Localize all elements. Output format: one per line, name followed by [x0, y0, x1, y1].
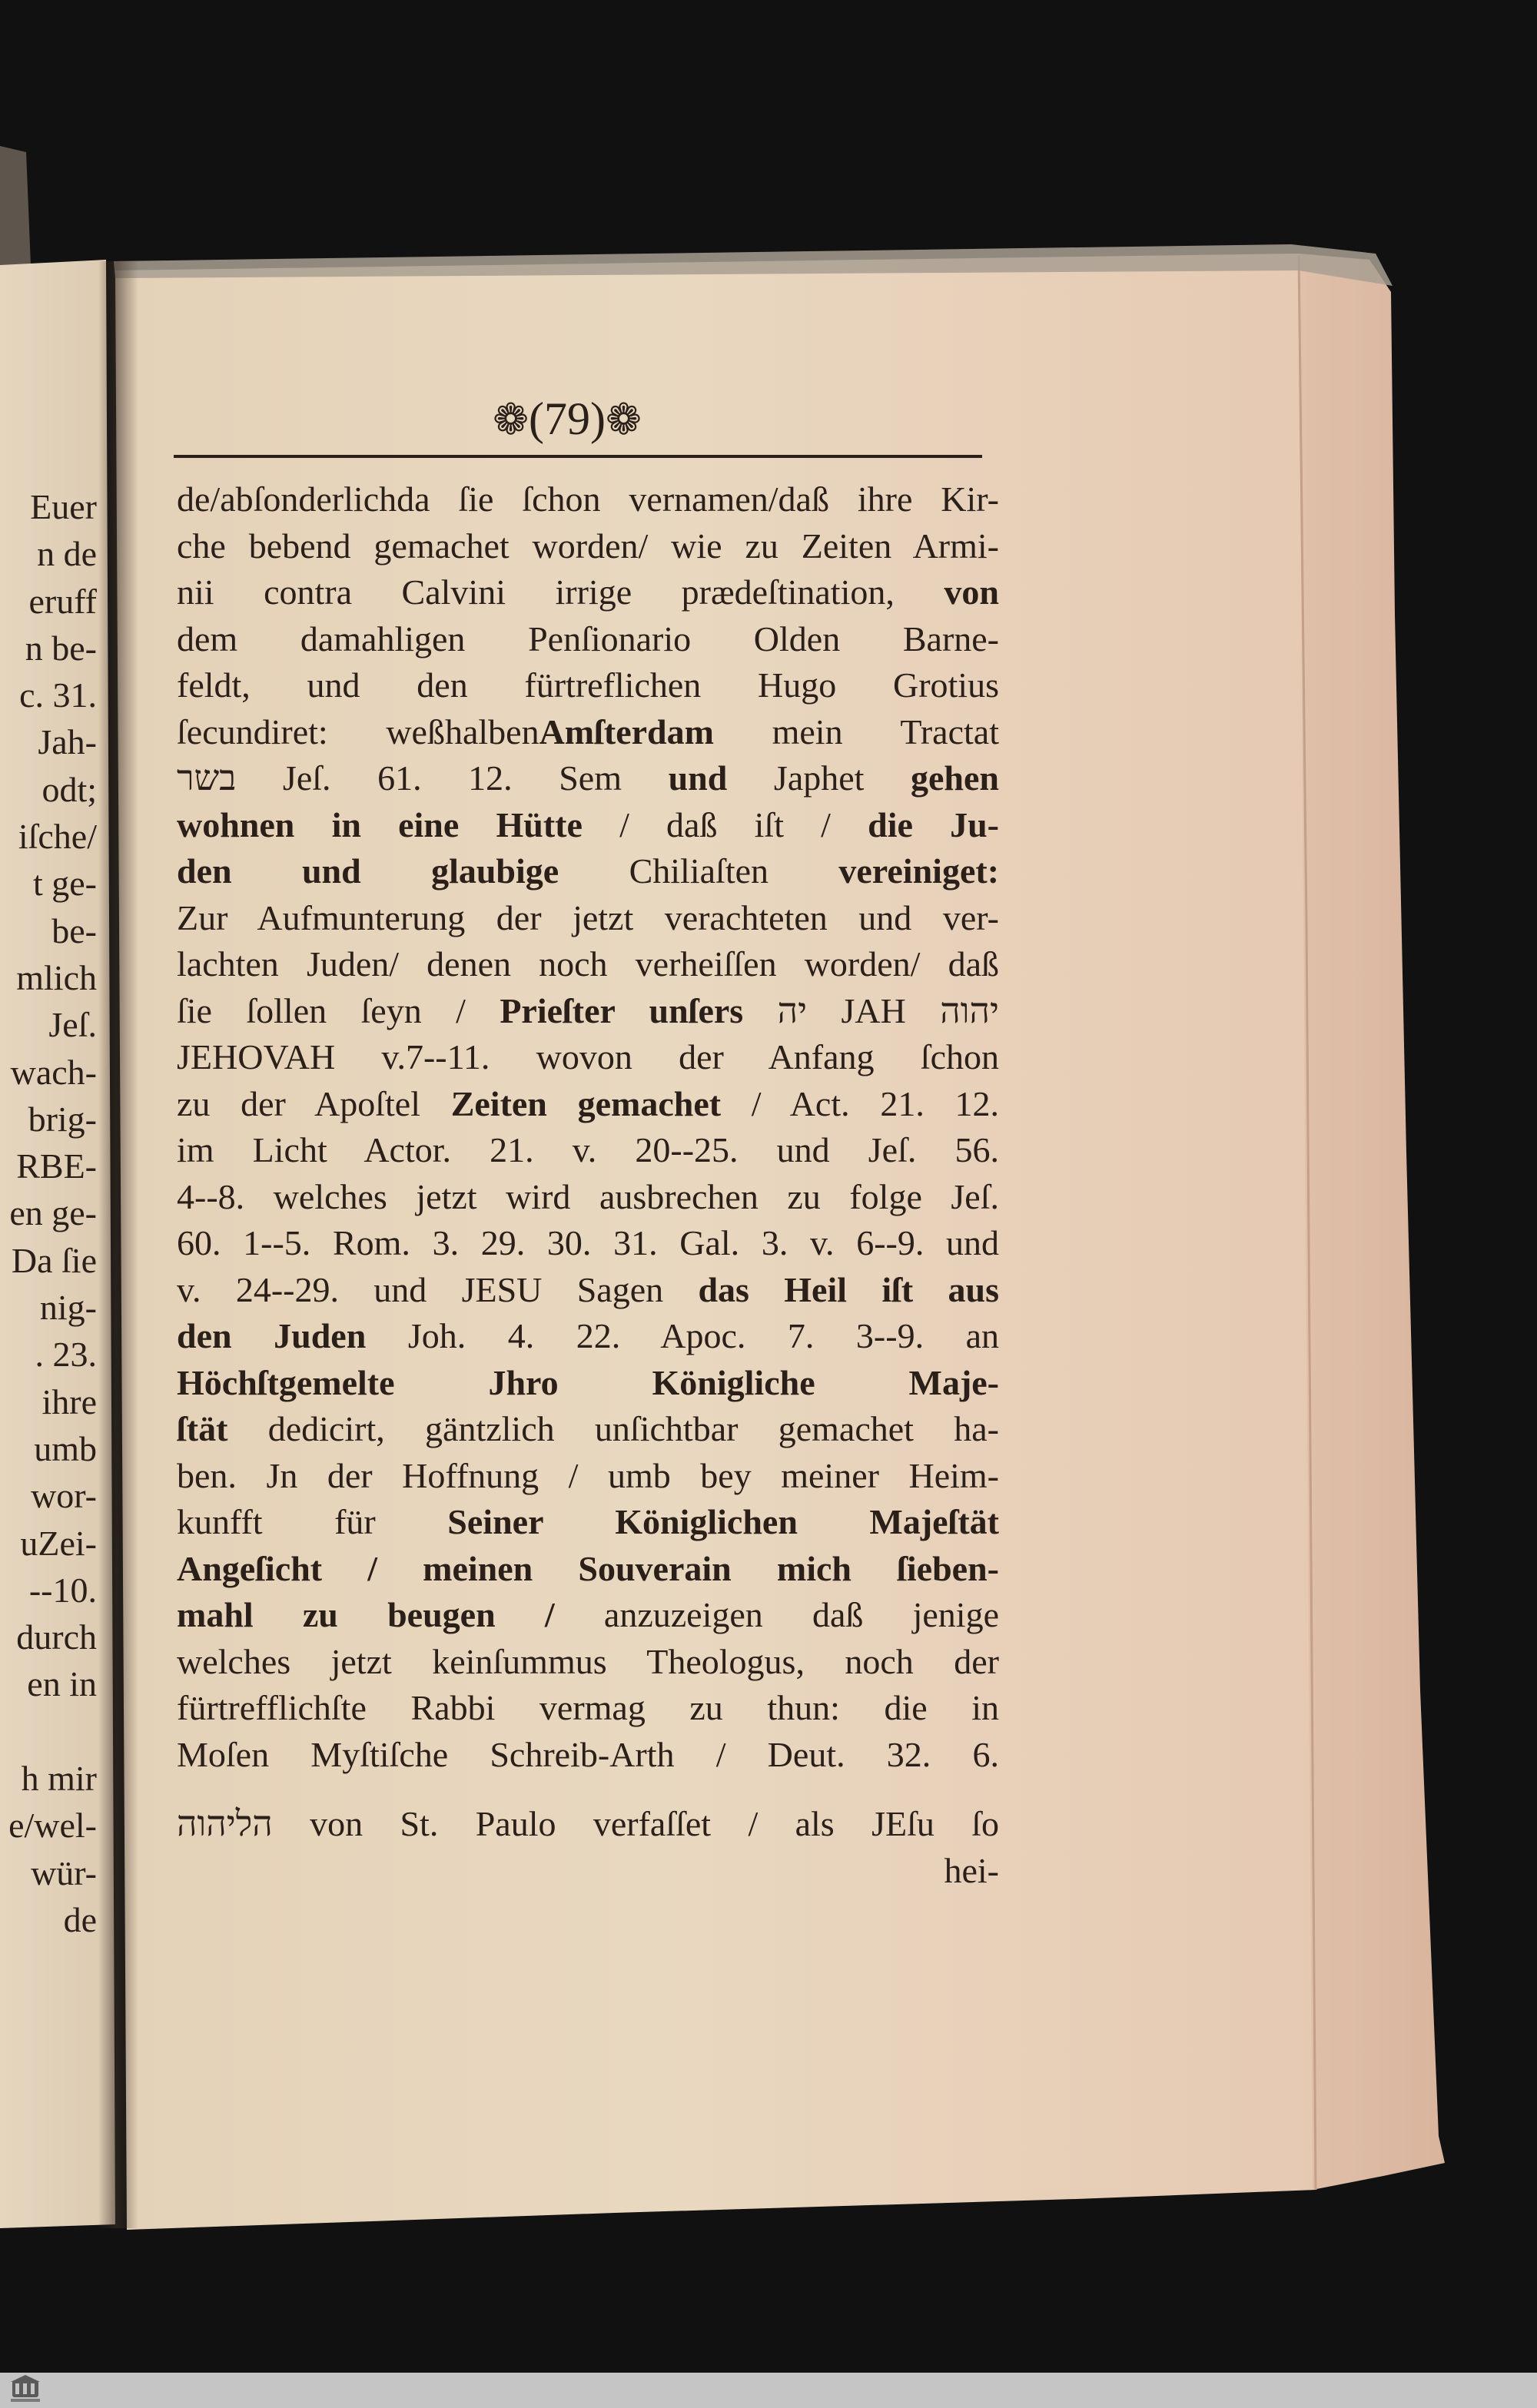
emphasized-segment: das Heil iſt aus [698, 1269, 999, 1309]
page-number: (79) [529, 393, 606, 444]
left-page-fragment: de [63, 1899, 97, 1939]
text-line: lachten Juden/ denen noch verheiſſen worden/ daß [177, 944, 999, 983]
emphasized-segment: Zeiten gemachet [450, 1083, 722, 1123]
text-line [177, 1499, 999, 1546]
text-line: im Licht Actor. 21. v. 20--25. und Jeſ. 56. [177, 1130, 999, 1169]
text-line: dem damahligen Penſionario Olden Barne- [177, 619, 999, 658]
left-page-fragment: t ge- [32, 864, 97, 904]
text-segment: ſecundiret: weßhalben [177, 711, 539, 751]
emphasized-segment: Prieſter unſers [500, 990, 744, 1030]
left-page-fragment: en in [27, 1664, 97, 1704]
left-page-fragment: Euer [30, 487, 97, 526]
emphasized-segment: vereiniget: [838, 851, 999, 891]
text-line: che bebend gemachet worden/ wie zu Zeiten Armi- [177, 526, 999, 566]
emphasized-segment: den Juden [177, 1316, 367, 1355]
left-page-fragment: --10. [28, 1570, 97, 1610]
text-line: feldt, und den fürtreflichen Hugo Grotius [177, 665, 999, 705]
text-segment: mein Tractat [772, 711, 999, 751]
left-page-fragment: umb [34, 1428, 97, 1468]
left-page-fragment: h mir [21, 1759, 97, 1799]
left-page-fragment: Jeſ. [48, 1005, 97, 1045]
text-line: 60. 1--5. Rom. 3. 29. 30. 31. Gal. 3. v. 6--9. und [177, 1223, 999, 1262]
text-line [177, 1313, 999, 1360]
left-page-fragment: en ge- [9, 1193, 97, 1233]
left-page-fragment: uZei- [20, 1523, 97, 1563]
left-page-fragment: wach- [10, 1052, 97, 1092]
left-page-fragment: odt; [41, 769, 97, 809]
text-line [177, 755, 999, 802]
text-line [177, 988, 999, 1035]
emphasized-segment: Seiner Königlichen Majeſtät [447, 1502, 999, 1541]
left-page-fragment: mlich [16, 957, 97, 997]
left-page-fragment: durch [16, 1617, 97, 1657]
left-page-fragment: iſche/ [18, 817, 97, 857]
text-line: fürtrefflichſte Rabbi vermag zu thun: die in [177, 1688, 999, 1727]
left-page-fragment: wür- [31, 1852, 97, 1892]
left-page-fragment: nig- [39, 1288, 97, 1328]
left-page-fragment: ihre [41, 1381, 97, 1421]
emphasized-segment: wohnen in eine Hütte [177, 804, 583, 844]
text-segment: v. 24--29. und JESU Sagen [177, 1269, 664, 1309]
text-line [177, 802, 999, 849]
text-segment: Chiliaſten [629, 851, 769, 891]
text-line: de/abſonderlichda ſie ſchon vernamen/daß ihre Kir- [177, 479, 999, 519]
left-page-fragment: c. 31. [19, 675, 97, 715]
text-line: Angeſicht / meinen Souverain mich ſieben- [177, 1548, 999, 1588]
text-segment: dedicirt, gäntzlich unſichtbar gemachet ha- [267, 1409, 999, 1448]
text-segment: Joh. 4. 22. Apoc. 7. 3--9. an [407, 1316, 999, 1355]
page-body-text [177, 476, 999, 1894]
emphasized-segment: ſtät [177, 1409, 228, 1448]
emphasized-segment: von [944, 572, 999, 612]
left-page-fragment: RBE- [16, 1146, 97, 1186]
text-line [177, 569, 999, 616]
text-segment: anzuzeigen daß jenige [603, 1595, 999, 1634]
text-line: JEHOVAH v.7--11. wovon der Anfang ſchon [177, 1037, 999, 1076]
text-segment: nii contra Calvini irrige prædeſtination, [177, 572, 895, 612]
left-page-fragment: eruff [28, 581, 97, 621]
text-line: הליהוה von St. Paulo verfaſſet / als JEſu ſo [177, 1804, 999, 1843]
left-page-fragment: n be- [25, 628, 97, 668]
flower-ornament-icon [606, 393, 642, 444]
header-rule [174, 455, 982, 458]
text-segment: ſie ſollen ſeyn / [177, 990, 466, 1030]
footer-bar [0, 2373, 1537, 2408]
text-segment: Japhet [773, 758, 865, 798]
left-page-fragment: e/wel- [8, 1806, 97, 1846]
text-segment: / Act. 21. 12. [751, 1083, 999, 1123]
left-page-fragment: be- [51, 910, 97, 950]
text-segment: בשר Jeſ. 61. 12. Sem [177, 758, 622, 798]
emphasized-segment: und [668, 758, 728, 798]
text-line: ben. Jn der Hoffnung / umb bey meiner Heim- [177, 1455, 999, 1495]
text-line: Zur Aufmunterung der jetzt verachteten und ver- [177, 897, 999, 937]
text-line [177, 1081, 999, 1128]
left-page-fragment: n de [37, 534, 97, 574]
text-line [177, 848, 999, 895]
left-page-fragment: Jah- [38, 722, 97, 762]
text-line [177, 1267, 999, 1314]
text-line [177, 709, 999, 756]
text-line: 4--8. welches jetzt wird ausbrechen zu folge Jeſ. [177, 1176, 999, 1216]
text-segment: kunfft für [177, 1502, 376, 1541]
left-page-fragment: wor- [31, 1476, 97, 1516]
text-line: Höchſtgemelte Jhro Königliche Maje- [177, 1362, 999, 1402]
flower-ornament-icon [493, 393, 529, 444]
binding-scrap [0, 146, 31, 269]
left-page-text [0, 483, 97, 1943]
text-segment: יה JAH יהוה [777, 990, 999, 1030]
left-page-fragment: . 23. [35, 1335, 97, 1375]
text-segment: zu der Apoſtel [177, 1083, 420, 1123]
text-line: Moſen Myſtiſche Schreib-Arth / Deut. 32. 6. [177, 1734, 999, 1774]
emphasized-segment: die Ju- [868, 804, 999, 844]
emphasized-segment: mahl zu beugen / [177, 1595, 555, 1634]
text-line [177, 1592, 999, 1639]
left-page-fragment: Da ſie [11, 1240, 97, 1280]
emphasized-segment: Amſterdam [539, 711, 714, 751]
gutter-shadow [98, 261, 138, 2228]
catchword: hei- [944, 1850, 999, 1890]
text-line [177, 1406, 999, 1453]
text-line: welches jetzt keinſummus Theologus, noch der [177, 1641, 999, 1681]
page-header [413, 386, 721, 451]
text-segment: / daß iſt / [619, 804, 831, 844]
emphasized-segment: gehen [911, 758, 999, 798]
left-page-fragment: brig- [28, 1099, 97, 1139]
emphasized-segment: den und glaubige [177, 851, 559, 891]
